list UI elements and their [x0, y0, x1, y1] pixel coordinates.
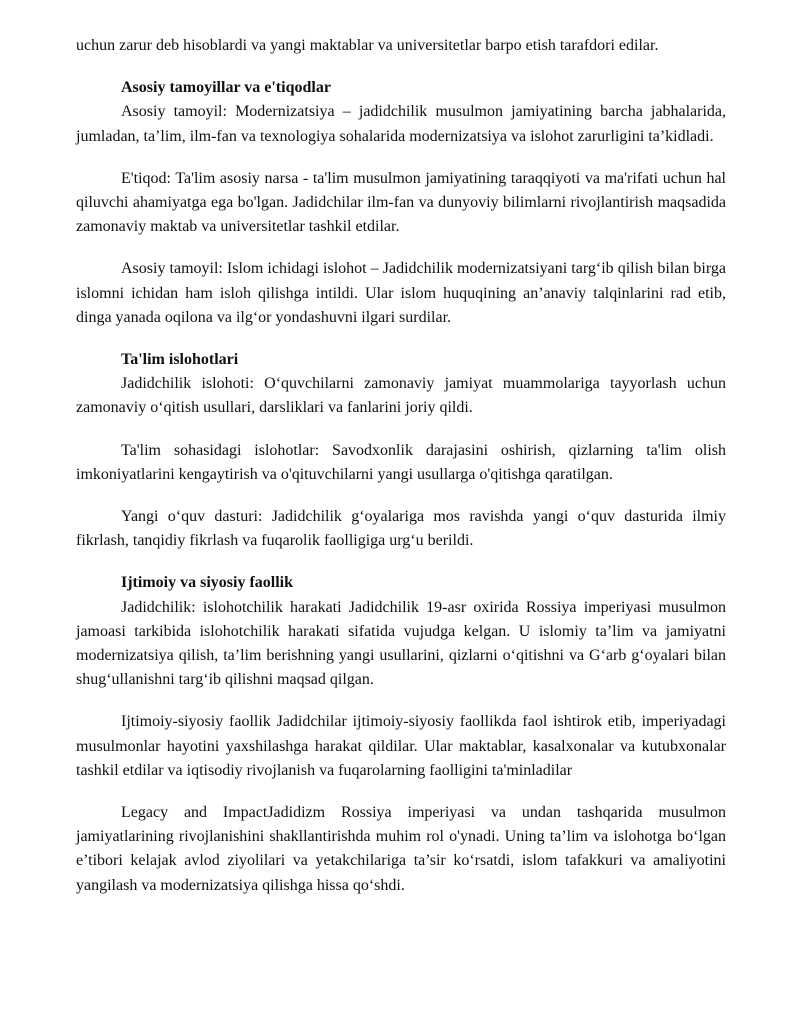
paragraph: Jadidchilik islohoti: O‘quvchilarni zamonaviy jamiyat muammolariga tayyorlash uchun zamonaviy o‘qitish usullari, darsliklari va fanlarini joriy qildi.	[76, 375, 726, 417]
section-heading-activism: Ijtimoiy va siyosiy faollik	[121, 574, 294, 592]
paragraph: E'tiqod: Ta'lim asosiy narsa - ta'lim musulmon jamiyatining taraqqiyoti va ma'rifati uchun hal qiluvchi ahamiyatga ega bo'lgan. Jadidchilar ilm-fan va dunyoviy bilimlarni rivojlantirish maqsadida zamonaviy maktab va universitetlar tashkil etdilar.	[76, 169, 726, 236]
intro-paragraph-tail: uchun zarur deb hisoblardi va yangi maktablar va universitetlar barpo etish tarafdori edilar.	[76, 37, 659, 54]
section-heading-education: Ta'lim islohotlari	[121, 351, 239, 369]
section-social-political	[76, 571, 726, 897]
paragraph: Asosiy tamoyil: Modernizatsiya – jadidchilik musulmon jamiyatining barcha jabhalarida, jumladan, ta’lim, ilm-fan va texnologiya sohalarida modernizatsiya va islohot zarurligini ta’kidladi.	[76, 103, 726, 145]
section-heading-principles: Asosiy tamoyillar va e'tiqodlar	[121, 79, 331, 97]
section-principles	[76, 76, 726, 330]
paragraph: Ijtimoiy-siyosiy faollik Jadidchilar ijtimoiy-siyosiy faollikda faol ishtirok etib, imperiyadagi musulmonlar hayotini yaxshilashga harakat qildilar. Ular maktablar, kasalxonalar va kutubxonalar tashkil etdilar va iqtisodiy rivojlanish va fuqarolarning faolligini ta'minladilar	[76, 713, 726, 779]
paragraph: Legacy and ImpactJadidizm Rossiya imperiyasi va undan tashqarida musulmon jamiyatlarining rivojlanishini shakllantirishda muhim rol o'ynadi. Uning ta’lim va islohotga bo‘lgan e’tibori kelajak avlod ziyolilari va yetakchilariga ta’sir ko‘rsatdi, islom tafakkuri va amaliyotini yangilash va modernizatsiya qilishga hissa qo‘shdi.	[76, 804, 726, 894]
section-education-reforms	[76, 348, 726, 553]
document-page	[76, 34, 726, 898]
paragraph: Ta'lim sohasidagi islohotlar: Savodxonlik darajasini oshirish, qizlarning ta'lim olish imkoniyatlarini kengaytirish va o'qituvchilarni yangi usullarga o'qitishga qaratilgan.	[76, 441, 726, 483]
paragraph: Jadidchilik: islohotchilik harakati Jadidchilik 19-asr oxirida Rossiya imperiyasi musulmon jamoasi tarkibida islohotchilik harakati sifatida vujudga kelgan. U islomiy ta’lim va jamiyatni modernizatsiya qilish, ta’lim berishning yangi usullarini, qizlarni o‘qitishni va G‘arb g‘oyalari bilan shug‘ullanishni targ‘ib qilishni maqsad qilgan.	[76, 598, 726, 689]
paragraph: Yangi o‘quv dasturi: Jadidchilik g‘oyalariga mos ravishda yangi o‘quv dasturida ilmiy fikrlash, tanqidiy fikrlash va fuqarolik faolligiga urg‘u berildi.	[76, 508, 726, 550]
paragraph: Asosiy tamoyil: Islom ichidagi islohot – Jadidchilik modernizatsiyani targ‘ib qilish bilan birga islomni ichidan ham isloh qilishga intildi. Ular islom huquqining an’anaviy talqinlarini rad etib, dinga yanada oqilona va ilg‘or yondashuvni ilgari surdilar.	[76, 260, 726, 326]
